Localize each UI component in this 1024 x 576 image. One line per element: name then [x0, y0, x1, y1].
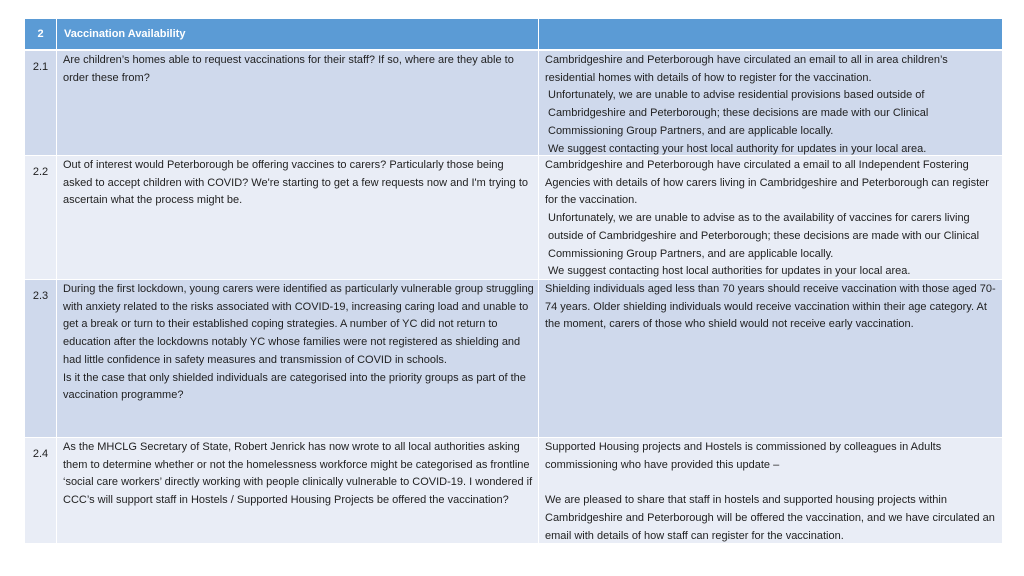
- question-text: Out of interest would Peterborough be offering vaccines to carers? Particularly those being asked to accept children with COVID? We're starting to get a few requests now and I'm trying to ascertain what the process might be.: [63, 159, 528, 207]
- table-row: [25, 51, 1002, 156]
- question-cell: [57, 438, 539, 543]
- answer-cell: [539, 156, 1002, 279]
- answer-cell: [539, 438, 1002, 543]
- section-title: Vaccination Availability: [57, 19, 539, 49]
- question-text: During the first lockdown, young carers were identified as particularly vulnerable group struggling with anxiety related to the risks associated with COVID-19, increasing caring load and unable to get a break or turn to their established coping strategies. A number of YC did not return to education after the lockdowns notably YC whose families were not registered as shielding and had little confidence in safety measures and transmission of COVID in schools.: [63, 283, 534, 366]
- answer-text: We suggest contacting your host local authority for updates in your local area.: [548, 142, 927, 155]
- section-number: 2: [25, 19, 57, 49]
- table-header-row: [25, 19, 1002, 50]
- vaccination-table: [25, 19, 1002, 544]
- question-cell: [57, 51, 539, 155]
- answer-spacer: [545, 474, 998, 492]
- answer-header-cell: [539, 19, 1002, 49]
- answer-text: Shielding individuals aged less than 70 years should receive vaccination with those aged 70-74 years. Older shielding individuals would receive vaccination within their age category. At the moment, carers of those who shield would not receive early vaccination.: [545, 283, 996, 331]
- row-number: 2.4: [25, 438, 57, 543]
- answer-cell: [539, 280, 1002, 437]
- answer-text: Unfortunately, we are unable to advise as to the availability of vaccines for carers living outside of Cambridgeshire and Peterborough; these decisions are made with our Clinical Commissioning Group Partners, and are applicable locally.: [548, 212, 980, 260]
- answer-text: Unfortunately, we are unable to advise residential provisions based outside of Cambridgeshire and Peterborough; these decisions are made with our Clinical Commissioning Group Partners, and are applicable locally.: [548, 89, 929, 137]
- question-cell: [57, 156, 539, 279]
- answer-text: We suggest contacting host local authorities for updates in your local area.: [548, 265, 911, 278]
- answer-text: We are pleased to share that staff in hostels and supported housing projects within Cambridgeshire and Peterborough will be offered the vaccination, and we have circulated an email with details of how staff can register for the vaccination.: [545, 494, 995, 542]
- row-number: 2.1: [25, 51, 57, 155]
- answer-text: Cambridgeshire and Peterborough have circulated an email to all in area children’s residential homes with details of how to register for the vaccination.: [545, 54, 948, 84]
- question-text: Is it the case that only shielded individuals are categorised into the priority groups as part of the vaccination programme?: [63, 371, 526, 402]
- question-text: As the MHCLG Secretary of State, Robert Jenrick has now wrote to all local authorities asking them to determine whether or not the homelessness workforce might be categorised as frontline ‘social care workers’ directly working with people clinically vulnerable to COVID-19. I wondered if CCC’s will support staff in Hostels / Supported Housing Projects be offered the vaccination?: [63, 441, 533, 507]
- answer-text: Cambridgeshire and Peterborough have circulated a email to all Independent Fostering Agencies with details of how carers living in Cambridgeshire and Peterborough can register for the vaccination.: [545, 159, 989, 207]
- table-row: [25, 438, 1002, 544]
- table-row: [25, 280, 1002, 438]
- answer-text: Supported Housing projects and Hostels is commissioned by colleagues in Adults commissioning who have provided this update –: [545, 441, 942, 471]
- question-cell: [57, 280, 539, 437]
- answer-cell: [539, 51, 1002, 155]
- row-number: 2.2: [25, 156, 57, 279]
- table-row: [25, 156, 1002, 280]
- row-number: 2.3: [25, 280, 57, 437]
- question-text: Are children’s homes able to request vaccinations for their staff? If so, where are they able to order these from?: [63, 54, 514, 84]
